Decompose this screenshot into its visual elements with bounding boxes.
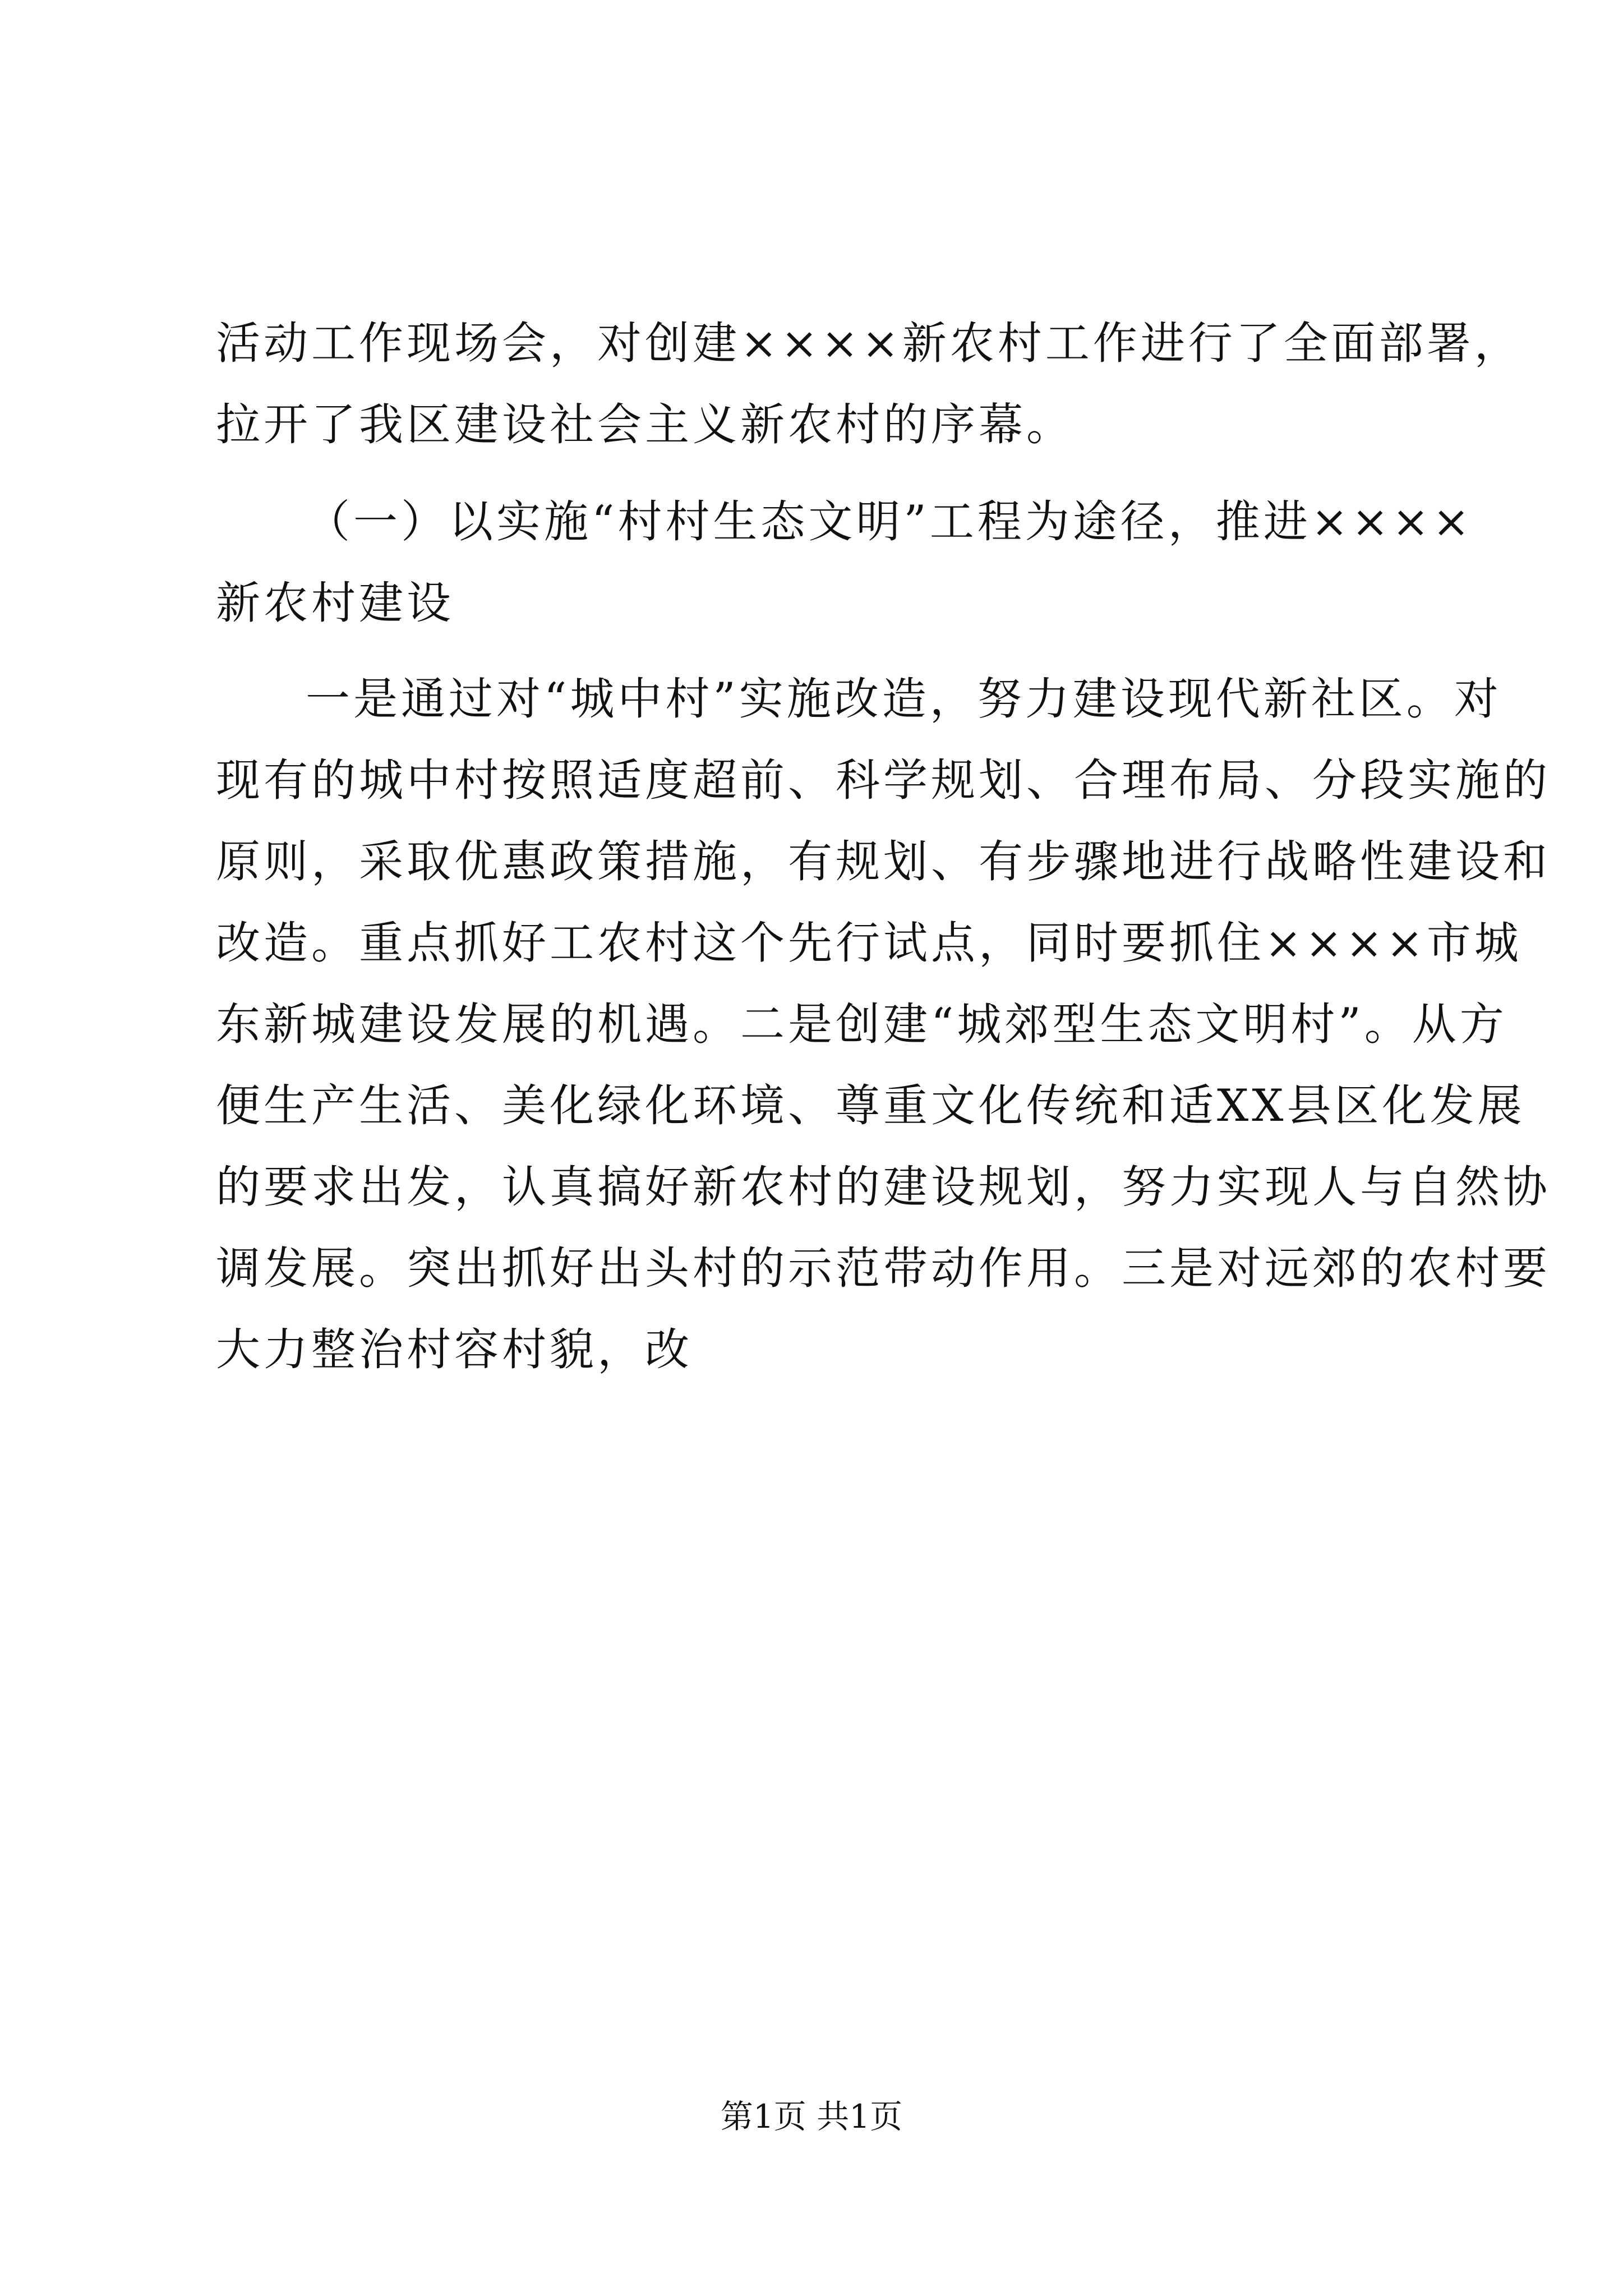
- body-text-line: 东新城建设发展的机遇。二是创建“城郊型生态文明村”。从方: [216, 999, 1507, 1050]
- body-text-line: 一是通过对“城中村”实施改造，努力建设现代新社区。对: [306, 673, 1502, 725]
- body-text-line: 调发展。突出抓好出头村的示范带动作用。三是对远郊的农村要: [216, 1243, 1551, 1294]
- body-text-line: 现有的城中村按照适度超前、科学规划、合理布局、分段实施的: [216, 754, 1551, 806]
- body-text-line: 拉开了我区建设社会主义新农村的序幕。: [216, 399, 1074, 450]
- body-text-line: 便生产生活、美化绿化环境、尊重文化传统和适XX县区化发展: [216, 1080, 1525, 1131]
- body-text-line: 活动工作现场会，对创建××××新农村工作进行了全面部署，: [216, 318, 1522, 369]
- page-number-footer: 第1页 共1页: [720, 2097, 903, 2136]
- body-text-line: 的要求出发，认真搞好新农村的建设规划，努力实现人与自然协: [216, 1161, 1551, 1213]
- section-heading-line: （一）以实施“村村生态文明”工程为途径，推进××××: [306, 496, 1473, 547]
- body-text-line: 改造。重点抓好工农村这个先行试点，同时要抓住××××市城: [216, 917, 1522, 969]
- section-heading-line: 新农村建设: [216, 577, 454, 629]
- body-text-line: 大力整治村容村貌，改: [216, 1324, 693, 1375]
- body-text-line: 原则，采取优惠政策措施，有规划、有步骤地进行战略性建设和: [216, 836, 1551, 887]
